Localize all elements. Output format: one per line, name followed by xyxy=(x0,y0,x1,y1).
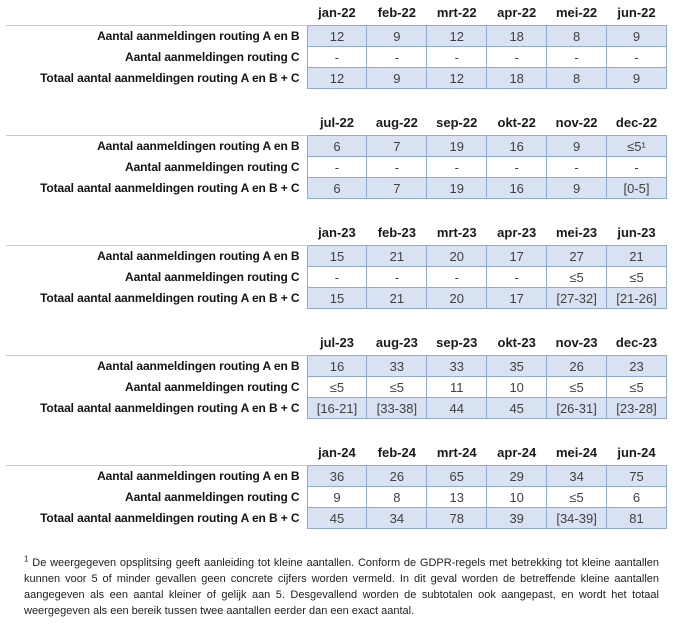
table-row xyxy=(6,508,667,529)
value-cell: - xyxy=(487,267,547,288)
value-cell: 6 xyxy=(307,136,367,157)
row-label: Totaal aantal aanmeldingen routing A en B + C xyxy=(40,181,300,195)
table-row xyxy=(6,487,667,508)
row-label: Totaal aantal aanmeldingen routing A en B + C xyxy=(40,511,300,525)
row-label: Aantal aanmeldingen routing C xyxy=(125,380,300,394)
monthly-table xyxy=(6,115,667,199)
monthly-table xyxy=(6,445,667,529)
row-label: Aantal aanmeldingen routing A en B xyxy=(6,26,307,47)
monthly-table xyxy=(6,335,667,419)
month-header: mrt-24 xyxy=(436,445,477,460)
value-cell: 8 xyxy=(547,26,607,47)
value-cell: 8 xyxy=(547,68,607,89)
value-cell: 18 xyxy=(487,26,547,47)
tables-container xyxy=(6,5,673,529)
month-header: dec-23 xyxy=(615,335,658,350)
value-cell: 20 xyxy=(427,246,487,267)
footnote-marker: 1 xyxy=(24,554,29,564)
value-cell: ≤5 xyxy=(307,377,367,398)
value-cell: 39 xyxy=(487,508,547,529)
value-cell: 9 xyxy=(607,68,667,89)
month-header: jul-23 xyxy=(319,335,354,350)
value-cell: 33 xyxy=(367,356,427,377)
row-label: Aantal aanmeldingen routing A en B xyxy=(6,356,307,377)
value-cell: 21 xyxy=(367,246,427,267)
value-cell: [34-39] xyxy=(547,508,607,529)
value-cell: 45 xyxy=(487,398,547,419)
value-cell: 20 xyxy=(427,288,487,309)
corner-spacer xyxy=(6,5,307,26)
table-row xyxy=(6,246,667,267)
value-cell: 78 xyxy=(427,508,487,529)
value-cell: 29 xyxy=(487,466,547,487)
value-cell: - xyxy=(427,267,487,288)
value-cell: 10 xyxy=(487,487,547,508)
value-cell: - xyxy=(547,47,607,68)
value-cell: 35 xyxy=(487,356,547,377)
footnote xyxy=(24,555,659,619)
value-cell: 11 xyxy=(427,377,487,398)
value-cell: 6 xyxy=(307,178,367,199)
table-row xyxy=(6,26,667,47)
row-label: Aantal aanmeldingen routing C xyxy=(125,50,300,64)
row-label: Aantal aanmeldingen routing A en B xyxy=(6,466,307,487)
month-header: nov-22 xyxy=(555,115,598,130)
month-header: feb-23 xyxy=(377,225,416,240)
month-header: feb-24 xyxy=(377,445,416,460)
value-cell: 65 xyxy=(427,466,487,487)
month-header-row xyxy=(6,115,667,136)
value-cell: [33-38] xyxy=(367,398,427,419)
value-cell: [26-31] xyxy=(547,398,607,419)
value-cell: 9 xyxy=(607,26,667,47)
value-cell: 12 xyxy=(427,68,487,89)
month-header-row xyxy=(6,335,667,356)
value-cell: 34 xyxy=(547,466,607,487)
table-row xyxy=(6,136,667,157)
month-header: nov-23 xyxy=(555,335,598,350)
row-label: Totaal aantal aanmeldingen routing A en B + C xyxy=(40,71,300,85)
value-cell: 12 xyxy=(307,26,367,47)
month-header: feb-22 xyxy=(377,5,416,20)
table-row xyxy=(6,466,667,487)
value-cell: 9 xyxy=(547,136,607,157)
table-row xyxy=(6,47,667,68)
value-cell: - xyxy=(607,157,667,178)
month-header-row xyxy=(6,5,667,26)
value-cell: 19 xyxy=(427,136,487,157)
value-cell: 33 xyxy=(427,356,487,377)
value-cell: 27 xyxy=(547,246,607,267)
value-cell: - xyxy=(607,47,667,68)
row-label: Aantal aanmeldingen routing A en B xyxy=(6,136,307,157)
value-cell: 9 xyxy=(367,68,427,89)
row-label: Totaal aantal aanmeldingen routing A en B + C xyxy=(40,291,300,305)
table-row xyxy=(6,288,667,309)
monthly-table xyxy=(6,225,667,309)
value-cell: 12 xyxy=(307,68,367,89)
value-cell: [21-26] xyxy=(607,288,667,309)
value-cell: ≤5 xyxy=(367,377,427,398)
value-cell: [16-21] xyxy=(307,398,367,419)
value-cell: - xyxy=(307,267,367,288)
value-cell: 18 xyxy=(487,68,547,89)
month-header: mrt-23 xyxy=(436,225,477,240)
month-header: jun-24 xyxy=(617,445,656,460)
value-cell: 10 xyxy=(487,377,547,398)
value-cell: 34 xyxy=(367,508,427,529)
value-cell: ≤5 xyxy=(607,267,667,288)
row-label: Aantal aanmeldingen routing C xyxy=(125,270,300,284)
value-cell: - xyxy=(367,157,427,178)
month-header: jul-22 xyxy=(319,115,354,130)
value-cell: ≤5 xyxy=(547,267,607,288)
table-row xyxy=(6,178,667,199)
value-cell: [27-32] xyxy=(547,288,607,309)
month-header: sep-23 xyxy=(436,335,478,350)
month-header: jun-22 xyxy=(617,5,656,20)
value-cell: [0-5] xyxy=(607,178,667,199)
value-cell: - xyxy=(487,157,547,178)
footnote-text: De weergegeven opsplitsing geeft aanleiding tot kleine aantallen. Conform de GDPR-regels met betrekking tot kleine aantallen kunnen voor 5 of minder gevallen geen concrete cijfers worden vermeld. In dit geval worden de betreffende kleine aantallen aangegeven als een aantal kleiner of gelijk aan 5. Desgevallend worden de subtotalen ook aangepast, en wordt het totaal weergegeven als een bereik tussen twee aantallen eerder dan een exact aantal. xyxy=(24,557,659,617)
month-header: jan-24 xyxy=(318,445,356,460)
value-cell: ≤5 xyxy=(547,377,607,398)
value-cell: 15 xyxy=(307,288,367,309)
value-cell: - xyxy=(427,47,487,68)
month-header: aug-23 xyxy=(375,335,418,350)
table-row xyxy=(6,356,667,377)
value-cell: - xyxy=(487,47,547,68)
value-cell: ≤5 xyxy=(547,487,607,508)
month-header: dec-22 xyxy=(615,115,658,130)
month-header: jun-23 xyxy=(617,225,656,240)
value-cell: 26 xyxy=(547,356,607,377)
month-header: mei-24 xyxy=(555,445,598,460)
row-label: Aantal aanmeldingen routing C xyxy=(125,160,300,174)
value-cell: 16 xyxy=(307,356,367,377)
value-cell: 23 xyxy=(607,356,667,377)
value-cell: 9 xyxy=(307,487,367,508)
month-header: aug-22 xyxy=(375,115,418,130)
value-cell: 17 xyxy=(487,246,547,267)
value-cell: 16 xyxy=(487,136,547,157)
value-cell: - xyxy=(307,47,367,68)
month-header-row xyxy=(6,225,667,246)
value-cell: 13 xyxy=(427,487,487,508)
value-cell: 44 xyxy=(427,398,487,419)
value-cell: 17 xyxy=(487,288,547,309)
table-row xyxy=(6,377,667,398)
month-header: apr-23 xyxy=(497,225,537,240)
value-cell: 36 xyxy=(307,466,367,487)
table-row xyxy=(6,68,667,89)
value-cell: 8 xyxy=(367,487,427,508)
month-header: okt-22 xyxy=(497,115,536,130)
value-cell: - xyxy=(427,157,487,178)
month-header: apr-22 xyxy=(497,5,537,20)
row-label: Totaal aantal aanmeldingen routing A en B + C xyxy=(40,401,300,415)
value-cell: 6 xyxy=(607,487,667,508)
corner-spacer xyxy=(6,445,307,466)
value-cell: 15 xyxy=(307,246,367,267)
value-cell: - xyxy=(367,267,427,288)
month-header: sep-22 xyxy=(436,115,478,130)
value-cell: ≤5 xyxy=(607,377,667,398)
month-header-row xyxy=(6,445,667,466)
value-cell: 26 xyxy=(367,466,427,487)
month-header: jan-22 xyxy=(318,5,356,20)
value-cell: - xyxy=(307,157,367,178)
month-header: mrt-22 xyxy=(436,5,477,20)
value-cell: 7 xyxy=(367,136,427,157)
row-label: Aantal aanmeldingen routing A en B xyxy=(6,246,307,267)
corner-spacer xyxy=(6,225,307,246)
table-row xyxy=(6,157,667,178)
corner-spacer xyxy=(6,115,307,136)
table-row xyxy=(6,267,667,288)
value-cell: 75 xyxy=(607,466,667,487)
monthly-table xyxy=(6,5,667,89)
month-header: mei-23 xyxy=(555,225,598,240)
value-cell: - xyxy=(367,47,427,68)
corner-spacer xyxy=(6,335,307,356)
row-label: Aantal aanmeldingen routing C xyxy=(125,490,300,504)
value-cell: 19 xyxy=(427,178,487,199)
value-cell: 21 xyxy=(367,288,427,309)
value-cell: ≤5¹ xyxy=(607,136,667,157)
month-header: okt-23 xyxy=(497,335,536,350)
value-cell: 45 xyxy=(307,508,367,529)
month-header: apr-24 xyxy=(497,445,537,460)
value-cell: 9 xyxy=(367,26,427,47)
month-header: jan-23 xyxy=(318,225,356,240)
value-cell: 12 xyxy=(427,26,487,47)
value-cell: 9 xyxy=(547,178,607,199)
value-cell: [23-28] xyxy=(607,398,667,419)
month-header: mei-22 xyxy=(555,5,598,20)
value-cell: 16 xyxy=(487,178,547,199)
value-cell: 21 xyxy=(607,246,667,267)
table-row xyxy=(6,398,667,419)
value-cell: - xyxy=(547,157,607,178)
value-cell: 81 xyxy=(607,508,667,529)
value-cell: 7 xyxy=(367,178,427,199)
